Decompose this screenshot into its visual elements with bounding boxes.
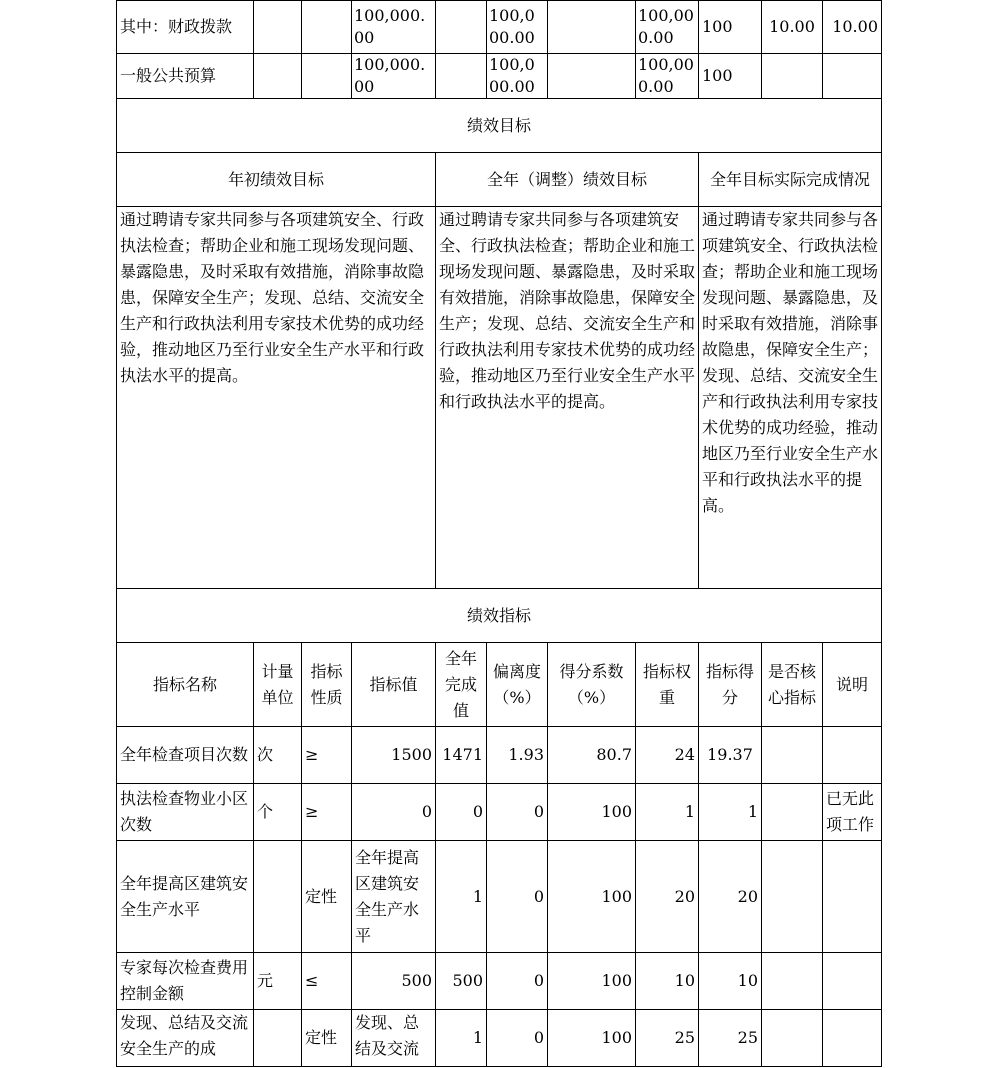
indicator-weight: 24 <box>636 727 699 784</box>
indicator-nature: 定性 <box>302 1010 352 1067</box>
indicator-deviation: 0 <box>487 841 548 953</box>
indicator-name: 发现、总结及交流安全生产的成 <box>117 1010 254 1067</box>
indicator-target: 全年提高区建筑安全生产水平 <box>352 841 436 953</box>
indicator-actual: 0 <box>436 784 487 841</box>
indicator-coefficient: 100 <box>548 841 636 953</box>
indicator-score: 19.37 <box>699 727 762 784</box>
indicator-unit: 个 <box>254 784 302 841</box>
indicators-section-title: 绩效指标 <box>117 589 882 643</box>
indicator-header: 指标值 <box>352 643 436 727</box>
goal-text-adjusted: 通过聘请专家共同参与各项建筑安全、行政执法检查；帮助企业和施工现场发现问题、暴露隐患，及时采取有效措施，消除事故隐患，保障安全生产；发现、总结、交流安全生产和行政执法利用专家技术优势的成功经验，推动地区乃至行业安全生产水平和行政执法水平的提高。 <box>436 207 699 589</box>
indicator-score: 25 <box>699 1010 762 1067</box>
funding-cell <box>254 54 302 99</box>
indicator-header: 是否核心指标 <box>762 643 823 727</box>
funding-cell: 100,000.00 <box>352 1 436 54</box>
indicator-nature: ≤ <box>302 953 352 1010</box>
indicator-header: 说明 <box>823 643 882 727</box>
indicator-note <box>823 1010 882 1067</box>
indicator-deviation: 0 <box>487 953 548 1010</box>
indicator-core <box>762 953 823 1010</box>
funding-cell: 100,000.00 <box>487 54 548 99</box>
funding-cell <box>436 54 487 99</box>
goal-header-actual: 全年目标实际完成情况 <box>699 153 882 207</box>
funding-row <box>117 1 882 54</box>
indicator-score: 20 <box>699 841 762 953</box>
indicator-actual: 1 <box>436 841 487 953</box>
funding-name: 一般公共预算 <box>117 54 254 99</box>
indicator-deviation: 0 <box>487 784 548 841</box>
goal-text-actual: 通过聘请专家共同参与各项建筑安全、行政执法检查；帮助企业和施工现场发现问题、暴露隐患，及时采取有效措施，消除事故隐患，保障安全生产；发现、总结、交流安全生产和行政执法利用专家技术优势的成功经验，推动地区乃至行业安全生产水平和行政执法水平的提高。 <box>699 207 882 589</box>
indicator-deviation: 1.93 <box>487 727 548 784</box>
table-row <box>117 1010 882 1067</box>
goal-text-initial: 通过聘请专家共同参与各项建筑安全、行政执法检查；帮助企业和施工现场发现问题、暴露隐患，及时采取有效措施，消除事故隐患，保障安全生产；发现、总结、交流安全生产和行政执法利用专家技术优势的成功经验，推动地区乃至行业安全生产水平和行政执法水平的提高。 <box>117 207 436 589</box>
indicator-target: 发现、总结及交流 <box>352 1010 436 1067</box>
funding-cell <box>762 54 823 99</box>
indicator-header: 指标性质 <box>302 643 352 727</box>
goal-header-adjusted: 全年（调整）绩效目标 <box>436 153 699 207</box>
indicator-coefficient: 80.7 <box>548 727 636 784</box>
indicator-core <box>762 784 823 841</box>
indicator-score: 10 <box>699 953 762 1010</box>
goals-section-title: 绩效目标 <box>117 99 882 153</box>
table-row <box>117 953 882 1010</box>
funding-row <box>117 54 882 99</box>
indicator-core <box>762 1010 823 1067</box>
indicator-core <box>762 841 823 953</box>
indicator-core <box>762 727 823 784</box>
indicator-target: 1500 <box>352 727 436 784</box>
funding-cell <box>436 1 487 54</box>
indicator-header: 指标权重 <box>636 643 699 727</box>
funding-name: 其中：财政拨款 <box>117 1 254 54</box>
indicator-actual: 1471 <box>436 727 487 784</box>
indicator-target: 500 <box>352 953 436 1010</box>
indicator-actual: 1 <box>436 1010 487 1067</box>
indicator-unit <box>254 1010 302 1067</box>
goal-header-initial: 年初绩效目标 <box>117 153 436 207</box>
funding-cell: 10.00 <box>762 1 823 54</box>
indicator-note <box>823 841 882 953</box>
indicator-unit: 次 <box>254 727 302 784</box>
funding-cell <box>254 1 302 54</box>
funding-cell: 10.00 <box>823 1 882 54</box>
indicator-unit <box>254 841 302 953</box>
indicator-weight: 10 <box>636 953 699 1010</box>
indicator-weight: 1 <box>636 784 699 841</box>
indicator-header: 计量单位 <box>254 643 302 727</box>
table-row <box>117 727 882 784</box>
funding-cell <box>823 54 882 99</box>
indicator-name: 执法检查物业小区次数 <box>117 784 254 841</box>
indicator-nature: 定性 <box>302 841 352 953</box>
funding-cell <box>302 54 352 99</box>
indicator-nature: ≥ <box>302 784 352 841</box>
indicator-note <box>823 727 882 784</box>
indicator-coefficient: 100 <box>548 953 636 1010</box>
indicator-coefficient: 100 <box>548 784 636 841</box>
indicator-name: 全年检查项目次数 <box>117 727 254 784</box>
indicator-name: 专家每次检查费用控制金额 <box>117 953 254 1010</box>
indicator-note: 已无此项工作 <box>823 784 882 841</box>
indicator-header: 指标得分 <box>699 643 762 727</box>
funding-cell <box>548 54 636 99</box>
funding-cell <box>548 1 636 54</box>
funding-cell: 100 <box>699 1 762 54</box>
table-row <box>117 841 882 953</box>
indicator-unit: 元 <box>254 953 302 1010</box>
funding-cell <box>302 1 352 54</box>
indicator-nature: ≥ <box>302 727 352 784</box>
indicator-deviation: 0 <box>487 1010 548 1067</box>
indicator-note <box>823 953 882 1010</box>
funding-cell: 100,000.00 <box>636 54 699 99</box>
funding-cell: 100 <box>699 54 762 99</box>
funding-cell: 100,000.00 <box>487 1 548 54</box>
indicator-weight: 25 <box>636 1010 699 1067</box>
indicator-header: 偏离度（%） <box>487 643 548 727</box>
funding-cell: 100,000.00 <box>352 54 436 99</box>
funding-cell: 100,000.00 <box>636 1 699 54</box>
indicator-score: 1 <box>699 784 762 841</box>
indicator-weight: 20 <box>636 841 699 953</box>
indicator-header: 指标名称 <box>117 643 254 727</box>
indicator-target: 0 <box>352 784 436 841</box>
table-row <box>117 784 882 841</box>
indicator-coefficient: 100 <box>548 1010 636 1067</box>
performance-table <box>116 0 882 1067</box>
indicator-name: 全年提高区建筑安全生产水平 <box>117 841 254 953</box>
indicator-header: 全年完成值 <box>436 643 487 727</box>
indicator-actual: 500 <box>436 953 487 1010</box>
indicator-header: 得分系数（%） <box>548 643 636 727</box>
